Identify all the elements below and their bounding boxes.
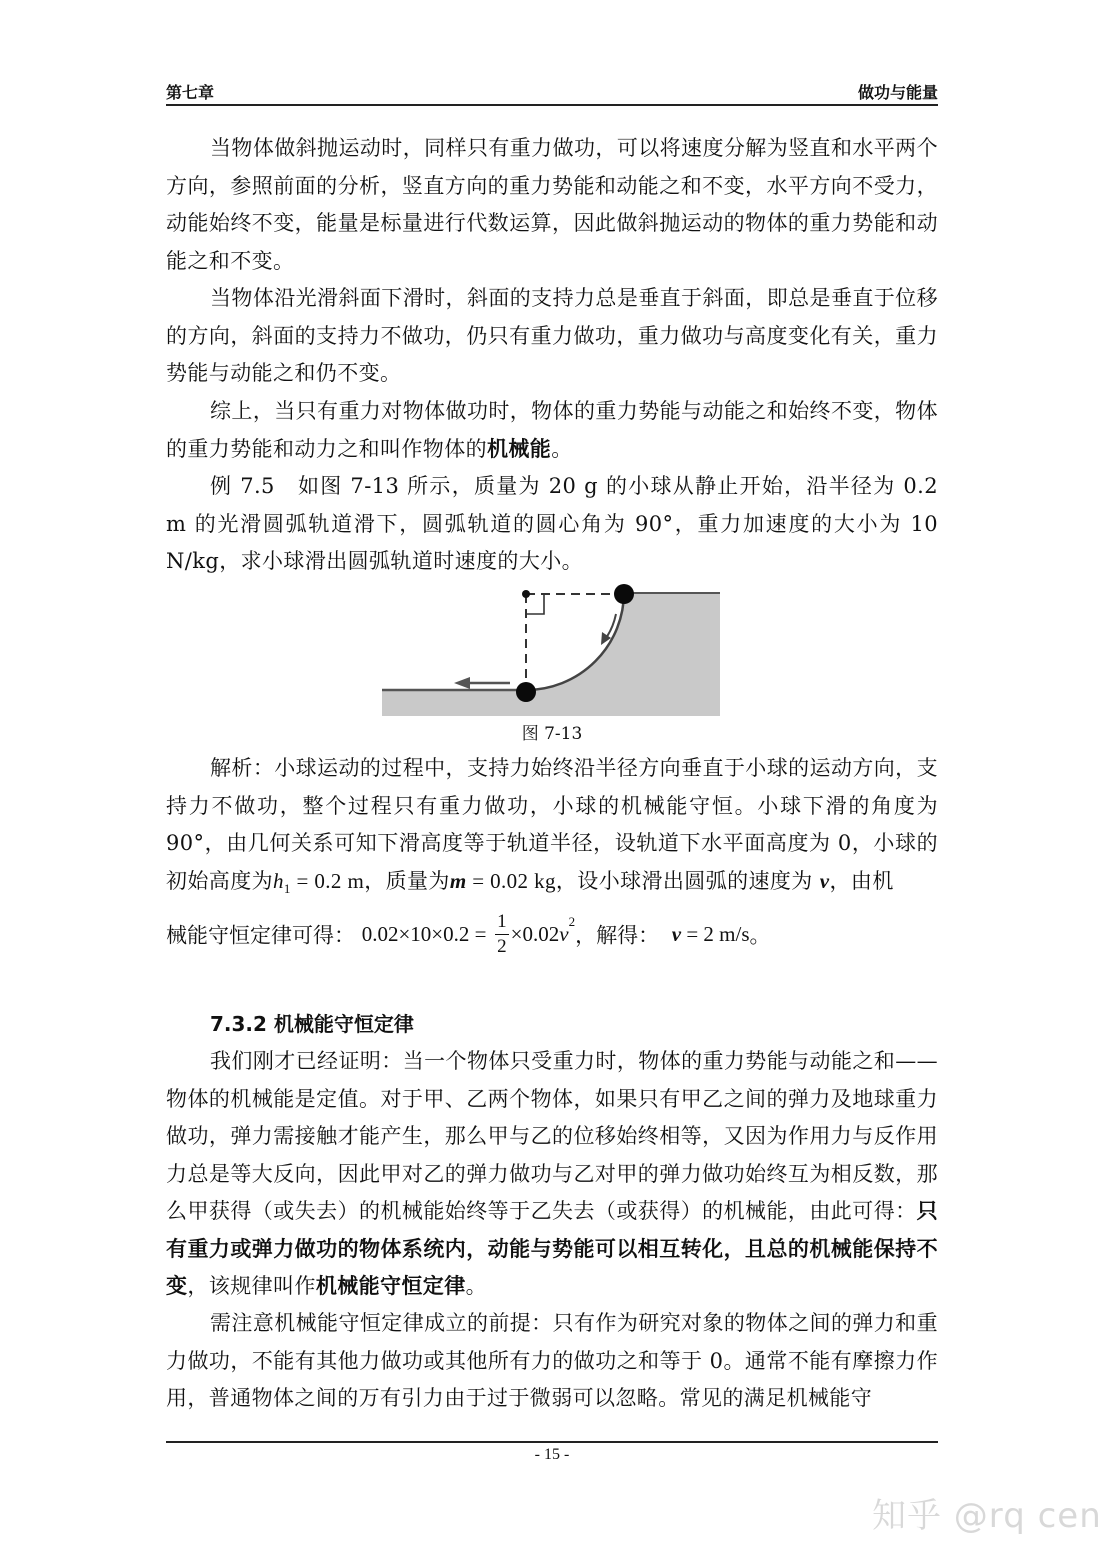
section-paragraph-1	[166, 1043, 938, 1306]
eq-left: 0.02×10×0.2 =	[361, 922, 487, 946]
eq-end: 。	[749, 923, 771, 948]
s1-text: 我们刚才已经证明：当一个物体只受重力时，物体的重力势能与动能之和——物体的机械能是定值。对于甲、乙两个物体，如果只有甲乙之间的弹力及地球重力做功，弹力需接触才能产生，那么甲与乙的位移始终相等，又因为作用力与反作用力总是等大反向，因此甲对乙的弹力做功与乙对甲的弹力做功始终互为相反数，那么甲获得（或失去）的机械能始终等于乙失去（或获得）的机械能，由此可得：	[166, 1049, 938, 1223]
paragraph-smooth-incline: 当物体沿光滑斜面下滑时，斜面的支持力总是垂直于斜面，即总是垂直于位移的方向，斜面的支持力不做功，仍只有重力做功，重力做功与高度变化有关，重力势能与动能之和仍不变。	[166, 286, 938, 385]
paragraph-summary	[166, 393, 938, 468]
var-h-sub: 1	[283, 880, 291, 896]
s1-conservation-statement: 只有重力或弹力做功的物体系统内，动能与势能可以相互转化，且总的机械能保持不变	[166, 1199, 938, 1298]
center-point	[522, 590, 530, 598]
h-value: = 0.2 m	[290, 868, 365, 893]
example-7-5: 例 7.5 如图 7-13 所示，质量为 20 g 的小球从静止开始，沿半径为 0.2 m 的光滑圆弧轨道滑下，圆弧轨道的圆心角为 90°，重力加速度的大小为 10 N/kg，求小球滑出圆弧轨道时速度的大小。	[166, 474, 938, 573]
summary-end: 。	[551, 436, 573, 461]
eq-superscript: 2	[568, 914, 576, 929]
fraction-denominator: 2	[497, 936, 507, 957]
analysis-text: 解析：小球运动的过程中，支持力始终沿半径方向垂直于小球的运动方向，支持力不做功，整个过程只有重力做功，小球的机械能守恒。小球下滑的角度为 90°，由几何关系可知下滑高度等于轨道半径，设轨道下水平面高度为 0，小球的初始高度为	[166, 756, 938, 893]
figure-caption: 图 7-13	[521, 724, 583, 744]
page-header	[166, 78, 938, 106]
summary-text: 综上，当只有重力对物体做功时，物体的重力势能与动能之和始终不变，物体的重力势能和动力之和叫作物体的	[166, 399, 938, 461]
section-heading: 7.3.2 机械能守恒定律	[210, 1012, 414, 1036]
eq-right: ×0.02	[510, 922, 560, 946]
m-value: = 0.02 kg	[466, 868, 556, 893]
fraction-half	[495, 910, 509, 959]
analysis-paragraph	[166, 750, 938, 907]
term-conservation-law: 机械能守恒定律	[315, 1274, 466, 1298]
analysis-mass-text: ，质量为	[364, 868, 450, 893]
header-chapter: 第七章	[166, 83, 215, 102]
var-v: v	[819, 868, 830, 893]
var-m: m	[449, 868, 467, 893]
s1-mid: ，该规律叫作	[187, 1274, 316, 1298]
ball-start	[614, 584, 634, 604]
eq-result: = 2 m/s	[681, 922, 750, 946]
analysis-line-end: ，由机	[829, 868, 894, 893]
right-angle-marker	[526, 594, 544, 614]
page-number: - 15 -	[534, 1446, 570, 1463]
section-paragraph-2: 需注意机械能守恒定律成立的前提：只有作为研究对象的物体之间的弹力和重力做功，不能有其他力做功或其他所有力的做功之和等于 0。通常不能有摩擦力作用，普通物体之间的万有引力由于过于微弱可以忽略。常见的满足机械能守	[166, 1311, 938, 1410]
var-h: h	[273, 868, 284, 893]
ground-region	[382, 592, 720, 716]
watermark: 知乎 @rq cen	[872, 1496, 1102, 1536]
eq-v: v	[559, 922, 569, 946]
term-mechanical-energy: 机械能	[487, 436, 552, 461]
fraction-numerator: 1	[495, 910, 509, 935]
analysis-velocity-text: ，设小球滑出圆弧的速度为	[555, 868, 820, 893]
eq-solve: ，解得：	[575, 923, 660, 948]
figure-7-13	[380, 580, 722, 720]
header-title: 做功与能量	[857, 83, 938, 102]
eq-prefix: 械能守恒定律可得：	[166, 923, 355, 948]
header-rule	[166, 104, 938, 106]
equation-line	[166, 910, 938, 970]
exit-arrowhead	[454, 677, 470, 689]
eq-result-v: v	[671, 922, 682, 946]
ball-end	[516, 682, 536, 702]
footer-rule	[166, 1441, 938, 1443]
s1-end: 。	[465, 1274, 488, 1298]
paragraph-oblique-projectile: 当物体做斜抛运动时，同样只有重力做功，可以将速度分解为竖直和水平两个方向，参照前面的分析，竖直方向的重力势能和动能之和不变，水平方向不受力，动能始终不变，能量是标量进行代数运算，因此做斜抛运动的物体的重力势能和动能之和不变。	[166, 136, 938, 273]
